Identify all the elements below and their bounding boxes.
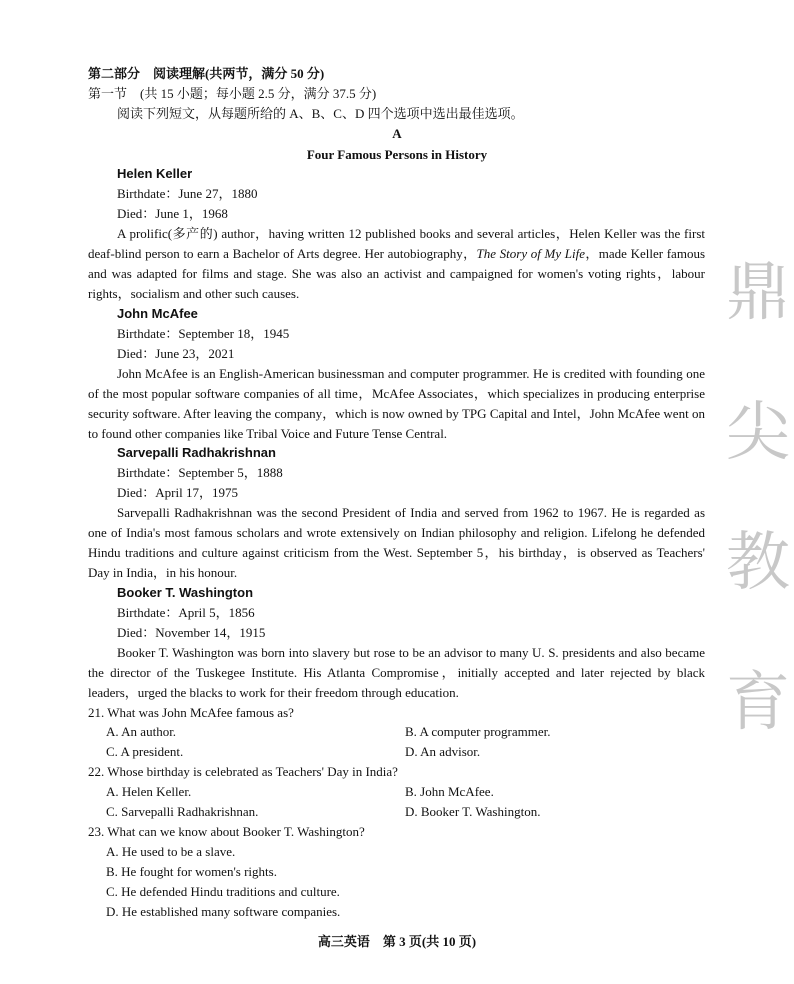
person-name: John McAfee [117,306,198,321]
answer-option[interactable]: D. Booker T. Washington. [405,804,541,819]
page-footer: 高三英语 第 3 页(共 10 页) [317,934,477,949]
death-date: Died：June 1，1968 [117,206,228,221]
biography: Booker T. Washington was born into slavery but rose to be an advisor to many U. S. presidents and also became the director of the Tuskegee Institute. His Atlanta Compromise，initially accepted and later rejected by black leaders，urged the blacks to work for their freedom through education. [88,645,705,700]
watermark-char: 鼎 [726,256,790,330]
biography: A prolific(多产的) author，having written 12 published books and several articles，Helen Keller was the first deaf-blind person to earn a Bachelor of Arts degree. Her autobiography，The Story of My Life，made Keller famous and was adapted for films and stage. She was also an activist and campaigned for women's voting rights，labour rights，socialism and other such causes. [88,226,705,301]
question-stem: 21. What was John McAfee famous as? [88,705,294,720]
birthdate: Birthdate：September 18，1945 [117,326,290,341]
answer-option[interactable]: C. A president. [106,744,184,759]
birthdate: Birthdate：April 5，1856 [117,605,255,620]
death-date: Died：June 23，2021 [117,346,235,361]
answer-option[interactable]: C. He defended Hindu traditions and culture. [106,884,340,899]
answer-option[interactable]: C. Sarvepalli Radhakrishnan. [106,804,259,819]
question-stem: 22. Whose birthday is celebrated as Teachers' Day in India? [88,764,398,779]
answer-option[interactable]: D. He established many software companies. [106,904,341,919]
answer-option[interactable]: B. John McAfee. [405,784,494,799]
death-date: Died：April 17，1975 [117,485,238,500]
watermark-char: 尖 [726,396,790,470]
watermark-char: 教 [726,526,790,600]
birthdate: Birthdate：September 5，1888 [117,465,283,480]
part-heading: 第二部分 阅读理解(共两节，满分 50 分) [88,66,325,81]
biography: Sarvepalli Radhakrishnan was the second President of India and served from 1962 to 1967. He is regarded as one of India's most famous scholars and wrote extensively on Indian philosophy and religion. Lifelong he defended Hindu traditions and culture against criticism from the West. September 5，his birthday，is observed as Teachers' Day in India，in his honour. [88,505,705,580]
watermark-char: 育 [726,666,790,740]
answer-option[interactable]: B. A computer programmer. [405,724,551,739]
answer-option[interactable]: A. He used to be a slave. [106,844,236,859]
question-stem: 23. What can we know about Booker T. Washington? [88,824,365,839]
answer-option[interactable]: D. An advisor. [405,744,481,759]
person-name: Sarvepalli Radhakrishnan [117,445,276,460]
person-name: Helen Keller [117,166,193,181]
passage-letter: A [392,126,402,141]
answer-option[interactable]: A. An author. [106,724,177,739]
person-name: Booker T. Washington [117,585,254,600]
instruction: 阅读下列短文，从每题所给的 A、B、C、D 四个选项中选出最佳选项。 [117,106,524,121]
passage-title: Four Famous Persons in History [306,147,488,162]
death-date: Died：November 14，1915 [117,625,266,640]
birthdate: Birthdate：June 27，1880 [117,186,258,201]
section-heading: 第一节 (共 15 小题；每小题 2.5 分，满分 37.5 分) [88,86,377,101]
answer-option[interactable]: B. He fought for women's rights. [106,864,277,879]
answer-option[interactable]: A. Helen Keller. [106,784,192,799]
biography: John McAfee is an English-American businessman and computer programmer. He is credited with founding one of the most popular software companies of all time，McAfee Associates，which specializes in producing enterprise security software. After leaving the company，which is now owned by TPG Capital and Intel，John McAfee went on to found other companies like Tribal Voice and Future Tense Central. [88,366,705,441]
